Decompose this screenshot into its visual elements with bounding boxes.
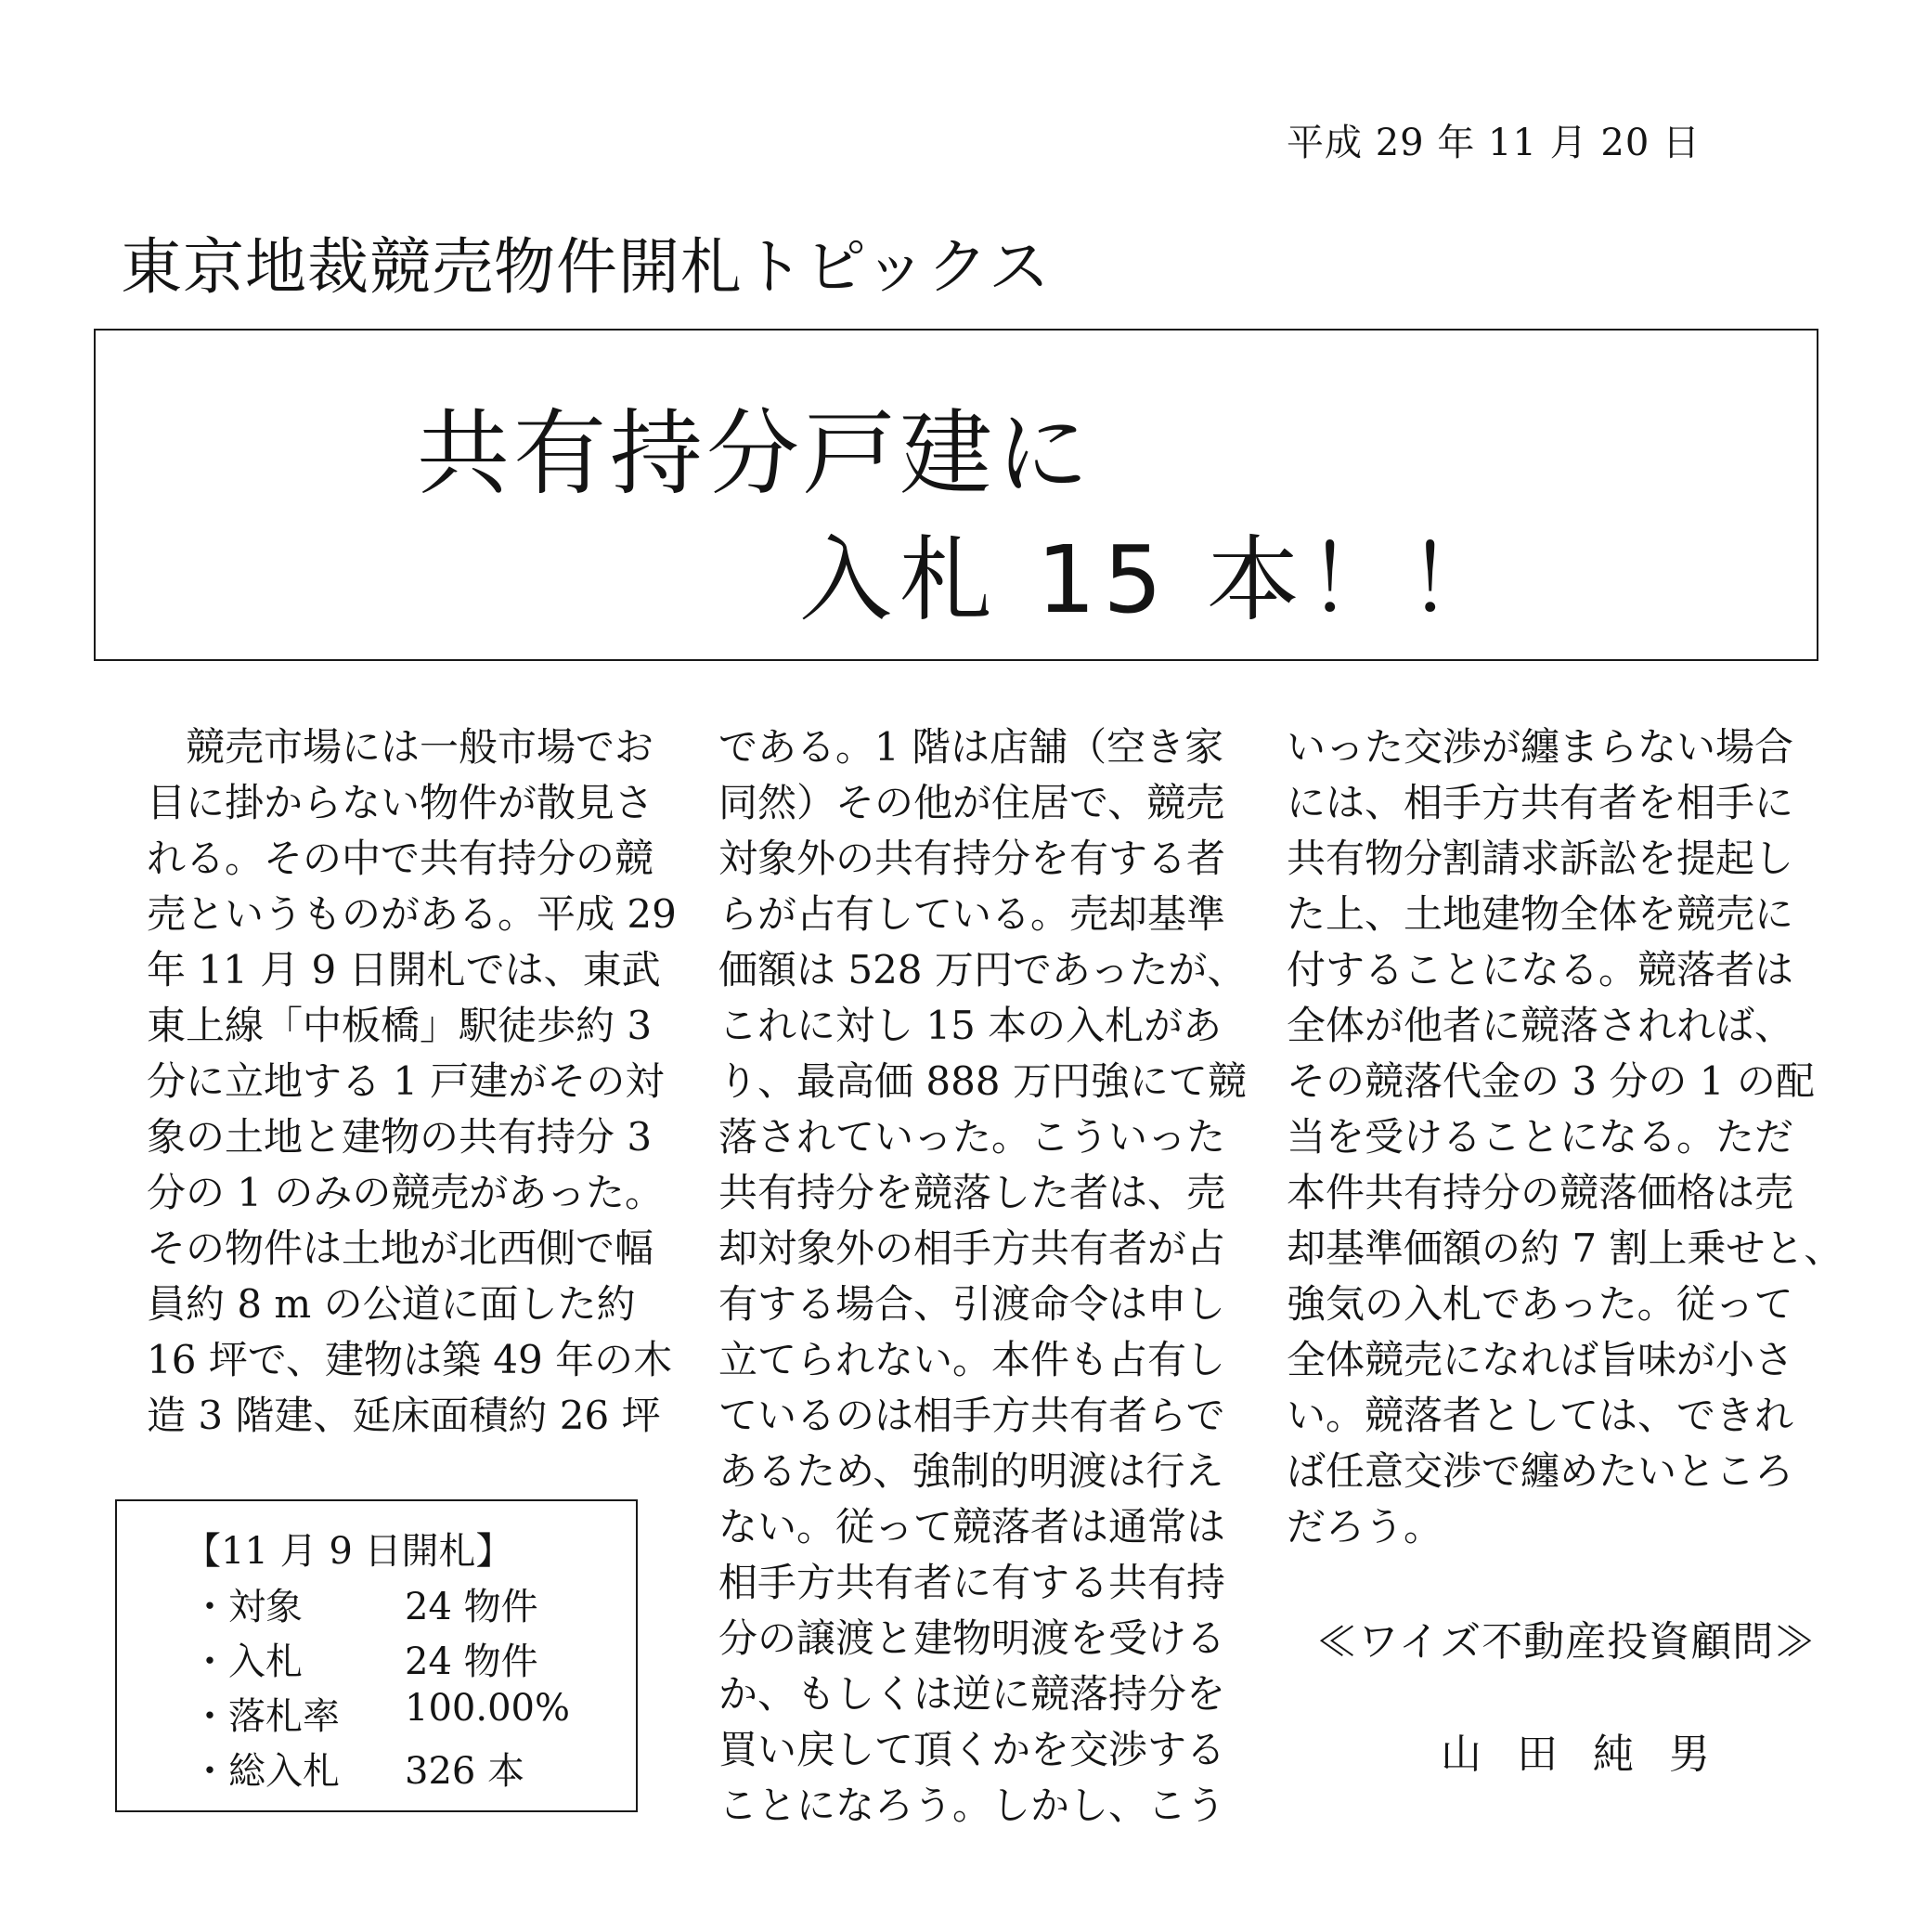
stats-value: 24 物件: [405, 1640, 538, 1683]
text-line: 同然）その他が住居で、競売: [718, 780, 1225, 825]
text-line: 年 11 月 9 日開札では、東武: [147, 947, 661, 992]
text-line: 付することになる。競落者は: [1287, 947, 1794, 992]
stats-label: ・総入札: [191, 1750, 340, 1793]
text-line: 立てられない。本件も占有し: [718, 1337, 1226, 1382]
text-line: 16 坪で、建物は築 49 年の木: [147, 1337, 673, 1382]
stats-heading: 【11 月 9 日開札】: [184, 1530, 513, 1573]
text-line: 強気の入札であった。従って: [1287, 1281, 1793, 1327]
stats-value: 100.00%: [405, 1687, 570, 1730]
article-column-2: [718, 720, 1247, 1834]
stats-value: 24 物件: [405, 1586, 538, 1628]
text-line: 象の土地と建物の共有持分 3: [147, 1114, 653, 1160]
text-line: ているのは相手方共有者らで: [718, 1393, 1225, 1438]
text-line: 相手方共有者に有する共有持: [718, 1560, 1226, 1605]
text-line: 全体が他者に競落されれば、: [1287, 1003, 1794, 1048]
text-line: 東上線「中板橋」駅徒歩約 3: [147, 1003, 653, 1048]
stats-label: ・対象: [191, 1586, 303, 1628]
text-line: 分の譲渡と建物明渡を受ける: [718, 1615, 1226, 1661]
text-line: 共有持分を競落した者は、売: [718, 1170, 1226, 1215]
text-line: か、もしくは逆に競落持分を: [718, 1671, 1226, 1717]
text-line: 造 3 階建、延床面積約 26 坪: [147, 1393, 661, 1438]
text-line: あるため、強制的明渡は行え: [718, 1448, 1224, 1494]
text-line: いった交渉が纏まらない場合: [1287, 724, 1794, 770]
text-line: 有する場合、引渡命令は申し: [718, 1281, 1226, 1327]
text-line: た上、土地建物全体を競売に: [1287, 891, 1794, 937]
text-line: その競落代金の 3 分の 1 の配: [1287, 1058, 1815, 1104]
headline-line-2: 入札 15 本！！: [799, 525, 1507, 634]
text-line: れる。その中で共有持分の競: [147, 836, 654, 881]
company-name: ≪ワイズ不動産投資顧問≫: [1316, 1618, 1817, 1666]
text-line: 全体競売になれば旨味が小さ: [1287, 1337, 1794, 1382]
text-line: 競売市場には一般市場でお: [147, 724, 654, 770]
author-name: 山田純男: [1441, 1731, 1745, 1778]
text-line: 却基準価額の約 7 割上乗せと、: [1287, 1225, 1844, 1271]
text-line: である。1 階は店舗（空き家: [718, 724, 1224, 770]
text-line: 当を受けることになる。ただ: [1287, 1114, 1794, 1160]
series-title: 東京地裁競売物件開札トピックス: [121, 231, 1051, 303]
headline-box: [94, 329, 1818, 661]
text-line: 共有物分割請求訴訟を提起し: [1287, 836, 1794, 881]
stats-value: 326 本: [405, 1750, 525, 1793]
text-line: 対象外の共有持分を有する者: [718, 836, 1226, 881]
text-line: 売というものがある。平成 29: [147, 891, 677, 937]
text-line: 分の 1 のみの競売があった。: [147, 1170, 665, 1215]
document-date: 平成 29 年 11 月 20 日: [1287, 122, 1701, 164]
text-line: 買い戻して頂くかを交渉する: [718, 1727, 1226, 1772]
text-line: ない。従って競落者は通常は: [718, 1504, 1226, 1549]
auction-stats-box: [115, 1499, 638, 1812]
article-column-3: [1287, 720, 1844, 1555]
text-line: 員約 8 m の公道に面した約: [147, 1281, 636, 1327]
text-line: らが占有している。売却基準: [718, 891, 1226, 937]
text-line: だろう。: [1287, 1504, 1443, 1549]
headline-line-1: 共有持分戸建に: [417, 399, 1093, 508]
text-line: い。競落者としては、できれ: [1287, 1393, 1794, 1438]
text-line: その物件は土地が北西側で幅: [147, 1225, 654, 1271]
text-line: 本件共有持分の競落価格は売: [1287, 1170, 1794, 1215]
text-line: 目に掛からない物件が散見さ: [147, 780, 654, 825]
stats-label: ・落札率: [191, 1695, 340, 1738]
stats-label: ・入札: [191, 1640, 303, 1683]
text-line: ば任意交渉で纏めたいところ: [1287, 1448, 1794, 1494]
text-line: り、最高価 888 万円強にて競: [718, 1058, 1247, 1104]
article-column-1: [147, 720, 677, 1444]
text-line: 却対象外の相手方共有者が占: [718, 1225, 1226, 1271]
text-line: 分に立地する 1 戸建がその対: [147, 1058, 665, 1104]
text-line: これに対し 15 本の入札があ: [718, 1003, 1223, 1048]
text-line: には、相手方共有者を相手に: [1287, 780, 1794, 825]
text-line: ことになろう。しかし、こう: [718, 1783, 1226, 1828]
text-line: 価額は 528 万円であったが、: [718, 947, 1247, 992]
text-line: 落されていった。こういった: [718, 1114, 1226, 1160]
